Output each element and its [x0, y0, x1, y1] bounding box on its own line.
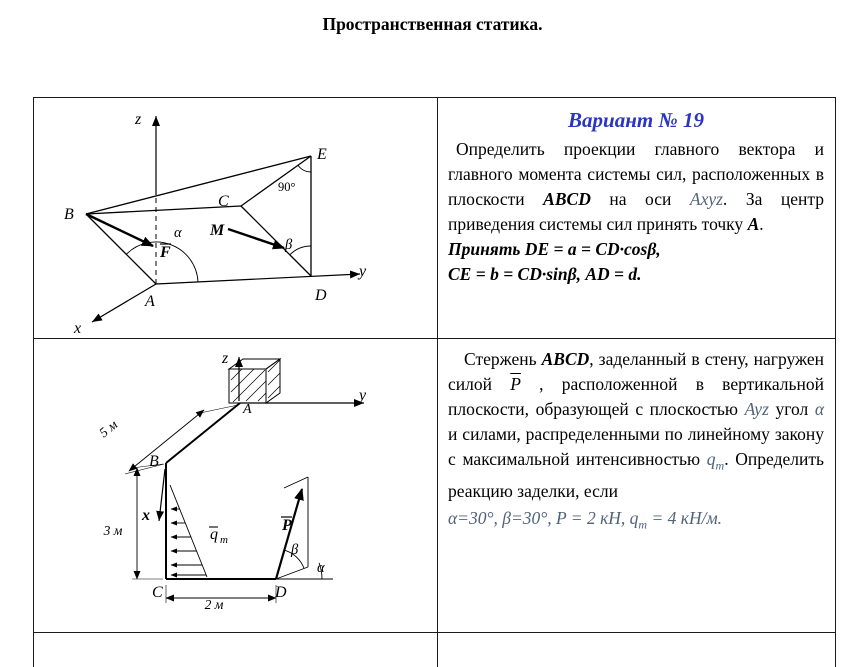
load-hypotenuse: [170, 485, 207, 577]
right-angle-arc: [298, 165, 311, 172]
problem1-point-a: А: [747, 214, 760, 234]
problem2-s9: и силами, распределенными по линейному закону с максимальной интенсивностью: [448, 424, 824, 469]
problem2-alpha: α: [814, 399, 824, 419]
diagram-cell-2: [34, 339, 438, 632]
problem2-s12: . Определить реакцию заделки, если: [448, 449, 824, 501]
point-d-label: D: [275, 584, 287, 601]
problem2-s7: угол: [768, 399, 815, 419]
point-b-label: B: [64, 206, 74, 223]
force-p-vector: [276, 489, 302, 579]
y-axis-label: y: [359, 263, 367, 280]
problem2-text: [448, 347, 824, 504]
x-axis: [159, 469, 165, 521]
page-title: Пространственная статика.: [322, 14, 543, 34]
plate-outline: [86, 156, 311, 284]
problem1-axyz: Axyz: [689, 189, 723, 209]
problem1-abcd: ABCD: [543, 189, 591, 209]
wall-cube-side: [266, 359, 280, 403]
distributed-load: [170, 485, 207, 577]
point-c-label: C: [218, 193, 229, 210]
moment-m-label: M: [210, 222, 225, 239]
angle-alpha-label: α: [317, 560, 325, 576]
problem2-abcd: ABCD: [541, 349, 590, 369]
y-axis: [156, 274, 360, 284]
plate-forces-diagram: [34, 98, 437, 338]
problem2-qm-sub: m: [715, 458, 725, 473]
variant-title: Вариант № 19: [568, 108, 704, 132]
y-axis-label: y: [359, 387, 367, 404]
wall-support: [229, 359, 280, 403]
problem2-s5: , расположенной в вертикальной плоскости, образующей с плоскостью: [448, 374, 824, 419]
problems-table: [33, 97, 836, 667]
point-c-label: C: [152, 584, 163, 601]
problem1-text: [448, 137, 824, 237]
diagram-cell-1: [34, 98, 438, 338]
problem1-formula-2: CE = b = CD·sinβ, AD = d.: [448, 264, 642, 284]
problem2-given-values: [448, 505, 824, 538]
dim-ab-label: 5 м: [96, 416, 121, 441]
problem2-s3: , заделанный в стену, нагружен силой: [448, 349, 824, 394]
rod-abcd: [166, 403, 276, 579]
problem2-s1: Стержень: [464, 349, 542, 369]
edge-cd: [241, 206, 311, 276]
problem2-qm: q: [706, 449, 716, 469]
text-cell-3: [438, 633, 835, 667]
angle-alpha-label: α: [174, 225, 182, 241]
cantilever-rod-diagram: [34, 339, 437, 632]
load-q-label: q: [210, 526, 218, 543]
angle-beta-label: β: [285, 237, 293, 253]
point-b-label: B: [149, 453, 159, 470]
force-f-vector: [86, 214, 153, 246]
dim-bc-label: 3 м: [103, 523, 123, 538]
x-axis-label: x: [142, 507, 150, 524]
plane-top-edge: [284, 477, 308, 488]
problem2-f1: α=30°, β=30°, P = 2 кН, q: [448, 507, 639, 528]
problem1-s1: Определить проекции главного вектора и главного момента системы сил, расположенных в плоскости: [448, 139, 824, 209]
z-axis-label: z: [222, 350, 229, 367]
load-q-subscript: m: [220, 534, 228, 546]
text-cell-1: [438, 98, 835, 338]
point-a-label: A: [145, 293, 155, 310]
plane-base-edge: [276, 567, 308, 579]
z-axis-label: z: [135, 111, 142, 128]
table-row-problem1: [34, 98, 835, 339]
x-axis-label: x: [74, 320, 82, 337]
edge-ce: [241, 156, 311, 206]
angle-beta-label: β: [291, 542, 299, 558]
problem1-s5: . За центр приведения системы сил принять точку: [448, 189, 824, 234]
problem1-s3: на оси: [590, 189, 690, 209]
axes: [159, 357, 364, 521]
point-e-label: E: [317, 146, 327, 163]
text-cell-2: [438, 339, 835, 632]
table-row-problem2: [34, 339, 835, 633]
wall-hatching: [231, 360, 280, 402]
dim-cd-label: 2 м: [204, 597, 224, 612]
force-f-label: F: [160, 244, 171, 261]
edge-ab: [86, 214, 156, 284]
problem2-ayz: Ayz: [744, 399, 769, 419]
problem2-f3: = 4 кН/м.: [647, 507, 722, 528]
problem2-force-p: $\overline{P}$: [510, 374, 521, 394]
moment-m-vector: [228, 229, 284, 248]
right-angle-label: 90°: [278, 180, 296, 194]
point-a-label: A: [243, 402, 252, 417]
problem1-formula-1: Принять DE = a = CD·cosβ,: [448, 239, 661, 259]
beta-arc: [290, 246, 311, 255]
point-d-label: D: [315, 287, 327, 304]
table-row-3: [34, 633, 835, 667]
rod-ab: [166, 403, 240, 463]
diagram-cell-3: [34, 633, 438, 667]
problem1-s7: .: [759, 214, 764, 234]
force-p-label: P: [282, 517, 292, 534]
problem2-f2: m: [638, 517, 648, 531]
